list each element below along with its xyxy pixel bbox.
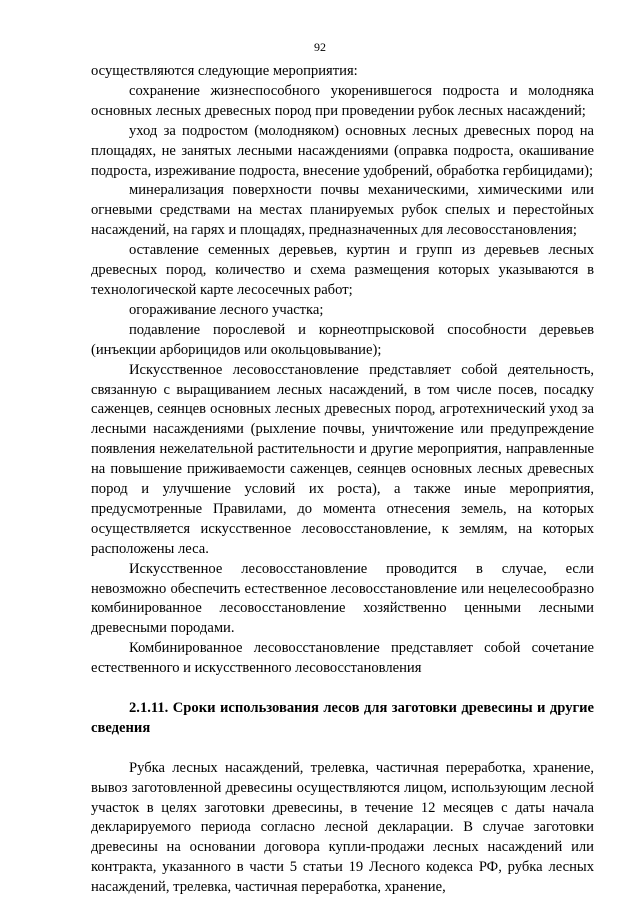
list-item-fencing: огораживание лесного участка;	[129, 301, 324, 318]
list-item-seed-trees: оставление семенных деревьев, куртин и групп из деревьев лесных древесных пород, количество и схема размещения которых указываются в технологической карте лесосечных работ;	[91, 242, 594, 298]
paragraph-combined: Комбинированное лесовосстановление представляет собой сочетание естественного и искусственного лесовосстановления	[91, 640, 594, 677]
list-item-mineralization: минерализация поверхности почвы механическими, химическими или огневыми средствами на местах планируемых рубок спелых и перестойных насаждений, на гарях и площадях, предназначенных для лесовосстановления;	[91, 182, 594, 239]
paragraph-artificial-conditions: Искусственное лесовосстановление проводится в случае, если невозможно обеспечить естественное лесовосстановление или нецелесообразно комбинированное лесовосстановление хозяйственно ценными лесными древесными породами.	[91, 560, 594, 637]
list-item-care: уход за подростом (молодняком) основных лесных древесных пород на площадях, не занятых лесными насаждениями (оправка подроста, окашивание подроста, изреживание подроста, внесение удобрений, обработка гербицидами);	[91, 122, 594, 179]
section-heading: 2.1.11. Сроки использования лесов для заготовки древесины и другие сведения	[91, 699, 594, 736]
list-item-suppression: подавление порослевой и корнеотпрысковой способности деревьев (инъекции арборицидов или окольцовывание);	[91, 321, 594, 358]
paragraph-artificial: Искусственное лесовосстановление представляет собой деятельность, связанную с выращиванием лесных насаждений, в том числе посев, посадку саженцев, сеянцев основных лесных древесных пород, агротехнический уход за лесными насаждениями (рыхление почвы, уничтожение или предупреждение появления нежелательной растительности и другие мероприятия, направленные на повышение приживаемости саженцев, сеянцев основных лесных древесных пород и улучшение условий их роста), а также иные мероприятия, предусмотренные Правилами, до момента отнесения земель, на которых осуществляется искусственное лесовосстановление, к землям, на которых расположены леса.	[91, 361, 594, 557]
paragraph-intro: осуществляются следующие мероприятия:	[91, 63, 358, 79]
list-item-preservation: сохранение жизнеспособного укоренившегося подроста и молодняка основных лесных древесных пород при проведении рубок лесных насаждений;	[91, 82, 594, 119]
page-number: 92	[314, 40, 326, 54]
page-content	[91, 62, 594, 898]
section-paragraph: Рубка лесных насаждений, трелевка, частичная переработка, хранение, вывоз заготовленной древесины осуществляются лицом, использующим лесной участок в целях заготовки древесины, в течение 12 месяцев с даты начала декларируемого периода согласно лесной декларации. В случае заготовки древесины на основании договора купли-продажи лесных насаждений или контракта, указанного в части 5 статьи 19 Лесного кодекса РФ, рубка лесных насаждений, трелевка, частичная переработка, хранение,	[91, 759, 594, 896]
